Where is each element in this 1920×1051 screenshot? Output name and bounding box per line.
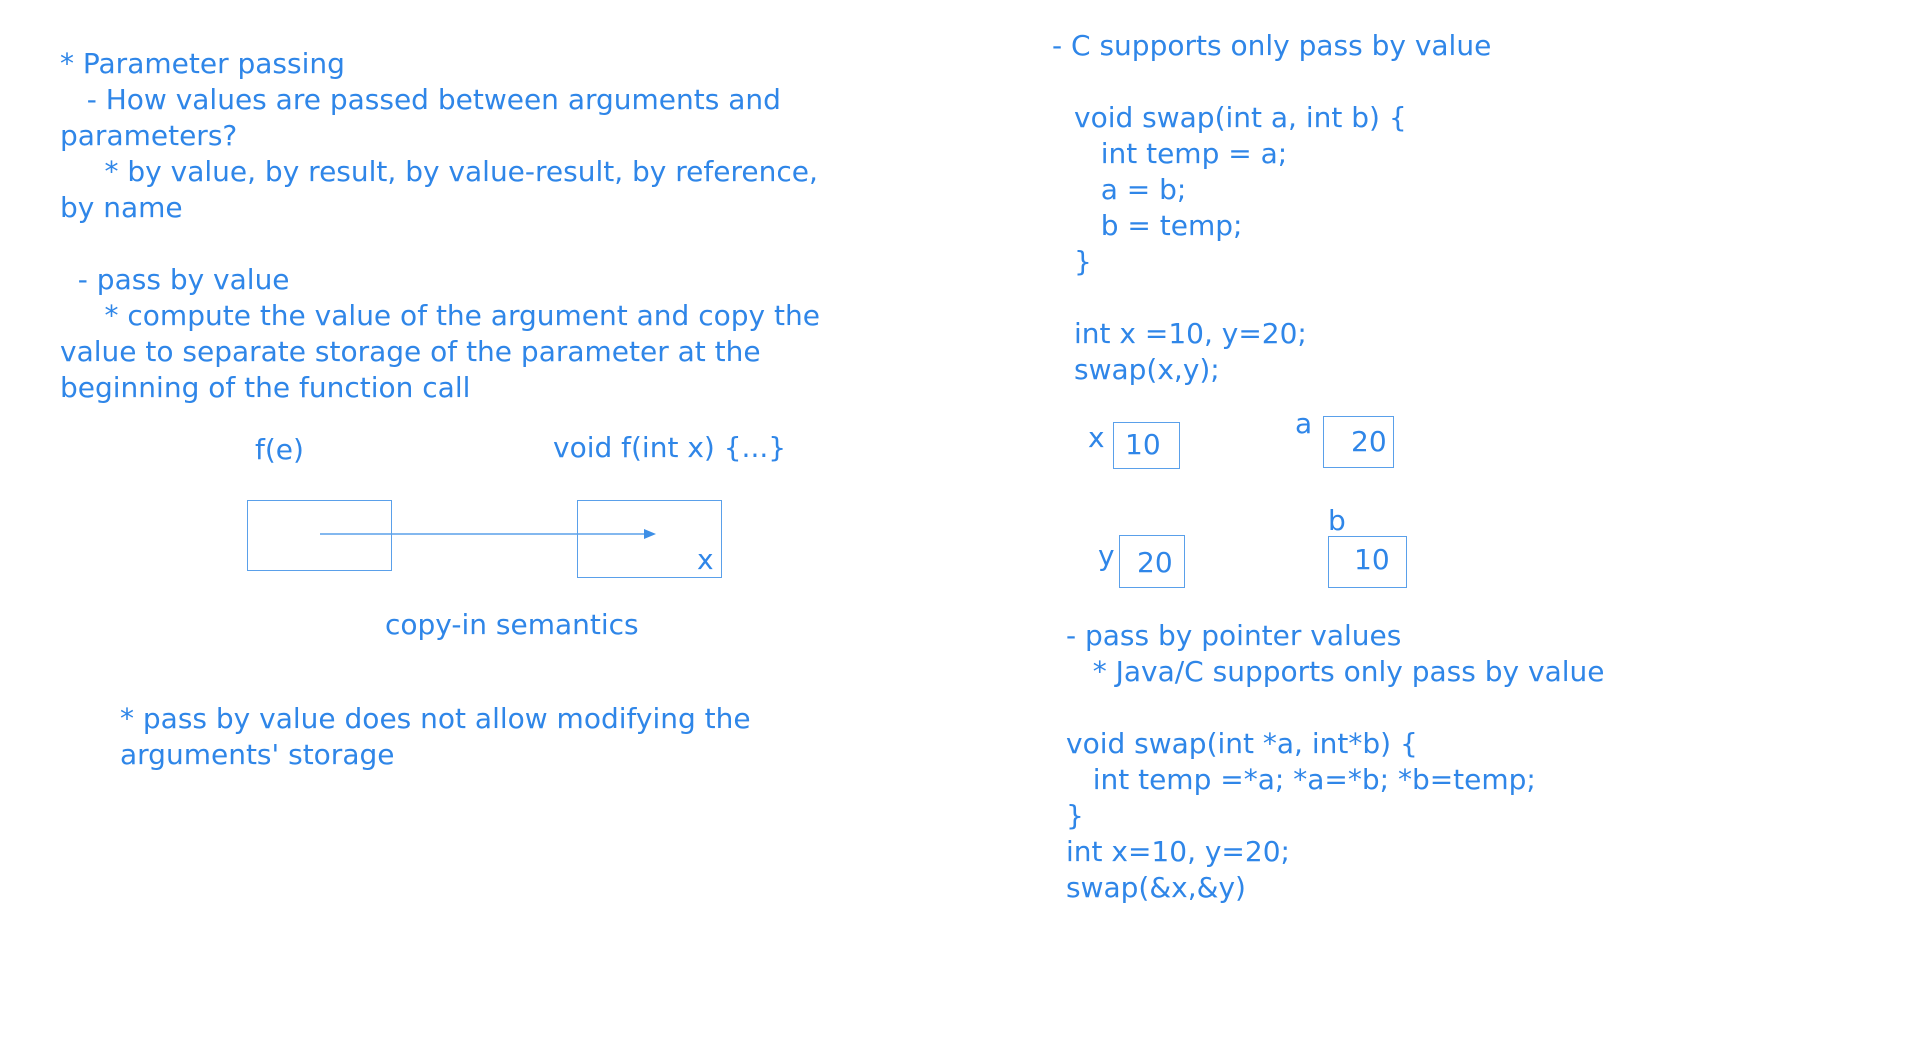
note-line: * by value, by result, by value-result, by reference, bbox=[60, 155, 818, 188]
var-b-box bbox=[1328, 536, 1407, 588]
code-line: int x =10, y=20; bbox=[1074, 317, 1307, 350]
call-label: f(e) bbox=[255, 433, 304, 466]
code-line: int temp =*a; *a=*b; *b=temp; bbox=[1066, 763, 1536, 796]
var-a-value: 20 bbox=[1351, 425, 1387, 458]
code-line: void swap(int *a, int*b) { bbox=[1066, 727, 1418, 760]
decl-label: void f(int x) {...} bbox=[553, 431, 787, 464]
var-y-label: y bbox=[1098, 539, 1115, 572]
code-line: swap(&x,&y) bbox=[1066, 871, 1246, 904]
var-x-label: x bbox=[1088, 421, 1105, 454]
note-line: - pass by pointer values bbox=[1066, 619, 1402, 652]
code-line: int x=10, y=20; bbox=[1066, 835, 1290, 868]
note-line: - How values are passed between arguments and bbox=[60, 83, 781, 116]
note-line: * compute the value of the argument and copy the bbox=[60, 299, 820, 332]
diagram-caption: copy-in semantics bbox=[385, 608, 639, 641]
note-line: arguments' storage bbox=[120, 738, 395, 771]
var-x-value: 10 bbox=[1125, 428, 1161, 461]
var-y-box bbox=[1119, 535, 1185, 588]
var-a-box bbox=[1323, 416, 1394, 468]
note-line: parameters? bbox=[60, 119, 238, 152]
right-heading: - C supports only pass by value bbox=[1052, 29, 1492, 62]
note-line: * pass by value does not allow modifying the bbox=[120, 702, 751, 735]
var-b-value: 10 bbox=[1354, 543, 1390, 576]
var-b-label: b bbox=[1328, 504, 1346, 537]
note-line: beginning of the function call bbox=[60, 371, 471, 404]
code-line: } bbox=[1066, 799, 1084, 832]
parameter-label: x bbox=[697, 543, 714, 576]
var-x-box bbox=[1113, 422, 1180, 469]
var-y-value: 20 bbox=[1137, 546, 1173, 579]
note-line: * Parameter passing bbox=[60, 47, 345, 80]
note-line: - pass by value bbox=[60, 263, 290, 296]
note-line: * Java/C supports only pass by value bbox=[1066, 655, 1605, 688]
code-line: swap(x,y); bbox=[1074, 353, 1220, 386]
note-line: by name bbox=[60, 191, 183, 224]
code-line: } bbox=[1074, 245, 1092, 278]
note-line: value to separate storage of the parameter at the bbox=[60, 335, 761, 368]
code-line: void swap(int a, int b) { bbox=[1074, 101, 1407, 134]
code-line: int temp = a; bbox=[1074, 137, 1288, 170]
code-line: b = temp; bbox=[1074, 209, 1243, 242]
code-line: a = b; bbox=[1074, 173, 1187, 206]
var-a-label: a bbox=[1295, 407, 1313, 440]
